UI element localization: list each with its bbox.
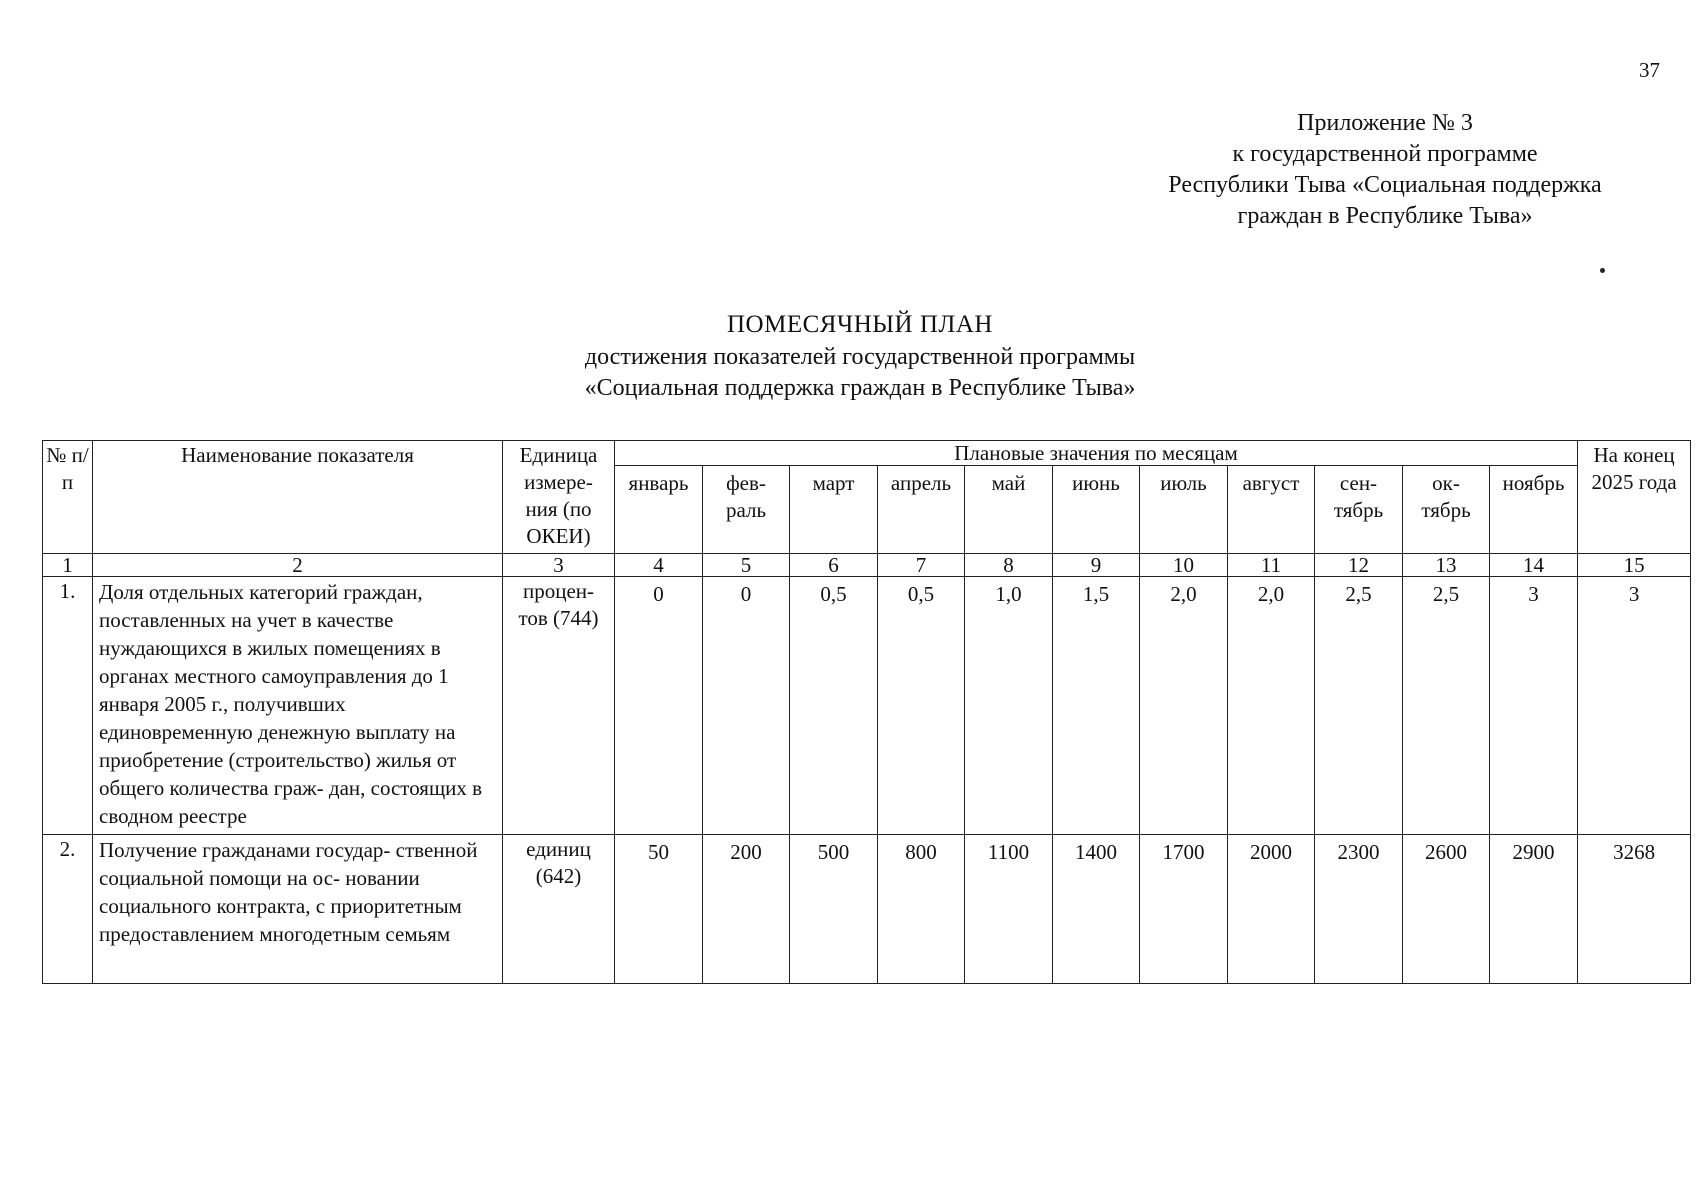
column-number: 12 xyxy=(1315,554,1403,577)
monthly-plan-table xyxy=(42,440,1691,984)
column-number: 10 xyxy=(1140,554,1228,577)
header-name: Наименование показателя xyxy=(93,441,503,554)
header-month-feb: фев- раль xyxy=(703,466,790,554)
table-row xyxy=(43,835,1691,984)
value-end-of-year: 3268 xyxy=(1578,835,1691,984)
value-apr: 800 xyxy=(878,835,965,984)
column-number: 1 xyxy=(43,554,93,577)
value-jun: 1,5 xyxy=(1053,577,1140,835)
header-month-sep: сен- тябрь xyxy=(1315,466,1403,554)
value-jul: 2,0 xyxy=(1140,577,1228,835)
header-end-of-year: На конец 2025 года xyxy=(1578,441,1691,554)
value-jul: 1700 xyxy=(1140,835,1228,984)
header-month-oct: ок- тябрь xyxy=(1403,466,1490,554)
value-aug: 2,0 xyxy=(1228,577,1315,835)
unit-cell: процен- тов (744) xyxy=(503,577,615,835)
value-jan: 50 xyxy=(615,835,703,984)
header-no: № п/п xyxy=(43,441,93,554)
value-aug: 2000 xyxy=(1228,835,1315,984)
appendix-line-2: к государственной программе xyxy=(1232,141,1538,167)
appendix-line-4: граждан в Республике Тыва» xyxy=(1237,203,1533,229)
column-number: 2 xyxy=(93,554,503,577)
value-may: 1,0 xyxy=(965,577,1053,835)
value-sep: 2,5 xyxy=(1315,577,1403,835)
appendix-line-3: Республики Тыва «Социальная поддержка xyxy=(1168,172,1602,198)
scan-speck-mark xyxy=(1600,268,1605,273)
value-mar: 500 xyxy=(790,835,878,984)
value-jun: 1400 xyxy=(1053,835,1140,984)
column-number-row xyxy=(43,554,1691,577)
value-oct: 2600 xyxy=(1403,835,1490,984)
header-unit: Единица измере- ния (по ОКЕИ) xyxy=(503,441,615,554)
column-number: 7 xyxy=(878,554,965,577)
title-subtitle-2: «Социальная поддержка граждан в Республике Тыва» xyxy=(584,375,1136,401)
column-number: 9 xyxy=(1053,554,1140,577)
indicator-name: Получение гражданами государ- ственной социальной помощи на ос- новании социального контракта, с приоритетным предоставлением многодетным семьям xyxy=(93,835,503,984)
column-number: 8 xyxy=(965,554,1053,577)
unit-cell: единиц (642) xyxy=(503,835,615,984)
value-end-of-year: 3 xyxy=(1578,577,1691,835)
value-nov: 2900 xyxy=(1490,835,1578,984)
column-number: 5 xyxy=(703,554,790,577)
title-subtitle-1: достижения показателей государственной программы xyxy=(584,344,1136,370)
indicator-name: Доля отдельных категорий граждан, поставленных на учет в качестве нуждающихся в жилых помещениях в органах местного самоуправления до 1 января 2005 г., получивших единовременную денежную выплату на приобретение (строительство) жилья от общего количества граж- дан, состоящих в сводном реестре xyxy=(93,577,503,835)
header-row-1 xyxy=(43,441,1691,466)
column-number: 11 xyxy=(1228,554,1315,577)
table-row xyxy=(43,577,1691,835)
header-month-jun: июнь xyxy=(1053,466,1140,554)
header-month-may: май xyxy=(965,466,1053,554)
column-number: 13 xyxy=(1403,554,1490,577)
appendix-line-1: Приложение № 3 xyxy=(1297,110,1473,136)
value-nov: 3 xyxy=(1490,577,1578,835)
header-month-nov: ноябрь xyxy=(1490,466,1578,554)
value-apr: 0,5 xyxy=(878,577,965,835)
row-number: 2. xyxy=(43,835,93,984)
column-number: 3 xyxy=(503,554,615,577)
header-month-jan: январь xyxy=(615,466,703,554)
row-number: 1. xyxy=(43,577,93,835)
header-month-jul: июль xyxy=(1140,466,1228,554)
header-month-apr: апрель xyxy=(878,466,965,554)
header-month-aug: август xyxy=(1228,466,1315,554)
column-number: 15 xyxy=(1578,554,1691,577)
value-feb: 200 xyxy=(703,835,790,984)
value-mar: 0,5 xyxy=(790,577,878,835)
document-title xyxy=(420,308,1300,404)
value-oct: 2,5 xyxy=(1403,577,1490,835)
header-planned-values: Плановые значения по месяцам xyxy=(615,441,1578,466)
header-month-mar: март xyxy=(790,466,878,554)
column-number: 14 xyxy=(1490,554,1578,577)
appendix-header xyxy=(1120,108,1650,232)
value-feb: 0 xyxy=(703,577,790,835)
value-may: 1100 xyxy=(965,835,1053,984)
value-jan: 0 xyxy=(615,577,703,835)
value-sep: 2300 xyxy=(1315,835,1403,984)
column-number: 4 xyxy=(615,554,703,577)
title-main: ПОМЕСЯЧНЫЙ ПЛАН xyxy=(727,311,993,338)
page-number: 37 xyxy=(1639,58,1660,82)
column-number: 6 xyxy=(790,554,878,577)
